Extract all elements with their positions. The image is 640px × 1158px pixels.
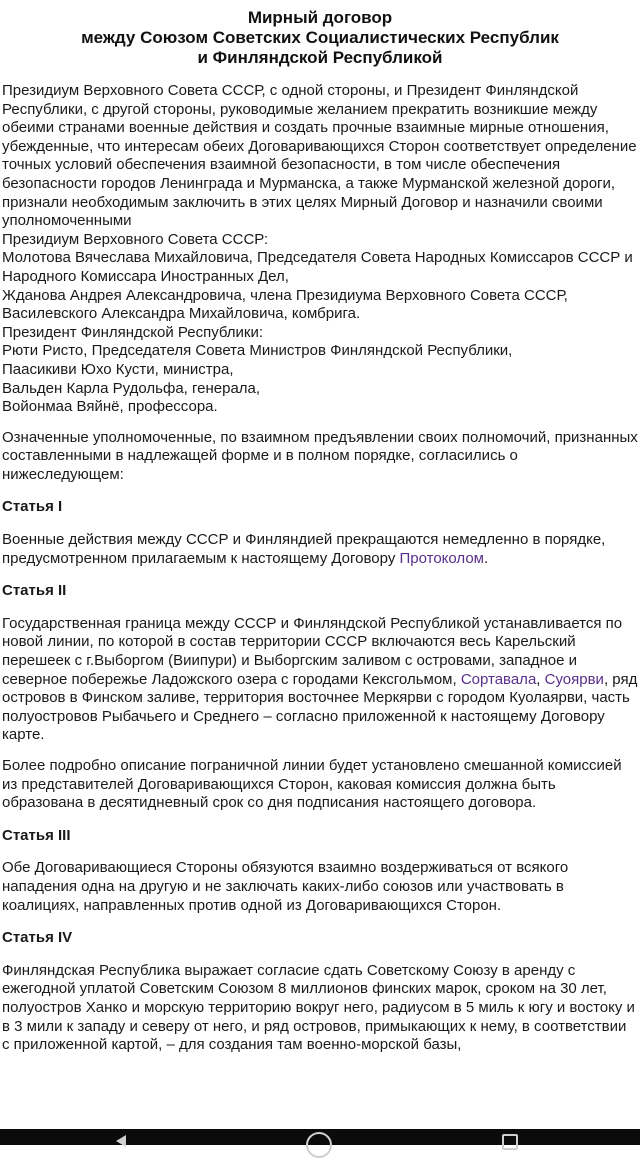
system-navigation-bar [0,1129,640,1145]
ussr-delegate-vasilevsky: Василевского Александра Михайловича, комбрига. [2,305,361,323]
article-3-text: Обе Договаривающиеся Стороны обязуются взаимно воздерживаться от всякого нападения одна на другую и не заключать каких-либо союзов или участвовать в коалициях, направленных против одной из Договаривающихся Сторон. [2,859,569,914]
preamble-intro: Президиум Верховного Совета СССР, с одной стороны, и Президент Финляндской Республики, с другой стороны, руководимые желанием прекратить возникшие между обеими странами военные действия и создать прочные взаимные мирные отношения, убежденные, что интересам обеих Договаривающихся Сторон соответствует определение точных условий обеспечения взаимной безопасности, в том числе обеспечения безопасности городов Ленинграда и Мурманска, а также Мурманской железной дороги, признали необходимым заключить в этих целях Мирный Договор и назначили своими уполномоченными [2,82,637,230]
agreement-paragraph: Означенные уполномоченные, по взаимном предъявлении своих полномочий, признанных составленными в надлежащей форме и в полном порядке, согласились о нижеследующем: [2,428,638,483]
article-3-heading: Статья III [2,826,71,844]
back-icon[interactable] [116,1135,126,1147]
ussr-delegate-molotov: Молотова Вячеслава Михайловича, Председателя Совета Народных Комиссаров СССР и Народного Комиссара Иностранных Дел, [2,249,633,285]
ussr-delegate-zhdanov: Жданова Андрея Александровича, члена Президиума Верховного Совета СССР, [2,286,568,304]
protocol-link[interactable]: Протоколом [399,549,484,567]
home-icon[interactable] [306,1132,332,1158]
article-2-tail: , ряд островов в Финском заливе, территория восточнее Меркярви с городом Куолаярви, часть полуостровов Рыбачьего и Среднего – согласно приложенной к настоящему Договору карте. [2,670,638,744]
title-line-1: Мирный договор [247,8,393,27]
finland-delegate-voionmaa: Войонмаа Вяйнё, профессора. [2,398,218,416]
article-1-heading: Статья I [2,498,63,516]
article-2-paragraph-2: Более подробно описание пограничной линии будет установлено смешанной комиссией из представителей Договаривающихся Сторон, каковая комиссия должна быть образована в десятидневный срок со дня подписания настоящего договора. [2,757,622,812]
article-2-body: Государственная граница между СССР и Финляндской Республикой устанавливается по новой линии, по которой в состав территории СССР включаются весь Карельский перешеек с г.Выборгом (Виипури) и Выборгским заливом с островами, западное и северное побережье Ладожского озера с городами Кексгольмом, [2,614,623,688]
article-2-text [2,615,638,745]
article-2-separator: , [536,670,545,688]
document-title [2,8,638,68]
article-4-text: Финляндская Республика выражает согласие сдать Советскому Союзу в аренду с ежегодной уплатой Советским Союзом 8 миллионов финских марок, сроком на 30 лет, полуостров Ханко и морскую территорию вокруг него, радиусом в 5 миль к югу и востоку и в 3 мили к западу и северу от него, и ряд островов, примыкающих к нему, в соответствии с приложенной картой, – для создания там военно-морской базы, [2,961,635,1054]
recents-icon[interactable] [502,1134,518,1150]
finland-delegate-ryti: Рюти Ристо, Председателя Совета Министров Финляндской Республики, [2,342,513,360]
title-line-3: и Финляндской Республикой [197,48,443,67]
title-line-2: между Союзом Советских Социалистических Республик [81,28,559,47]
article-4-heading: Статья IV [2,929,73,947]
article-1-tail: . [484,549,489,567]
article-1-text [2,531,638,568]
article-1-body: Военные действия между СССР и Финляндией прекращаются немедленно в порядке, предусмотренном прилагаемым к настоящему Договору [2,531,606,567]
article-2-heading: Статья II [2,582,67,600]
finland-delegate-paasikivi: Паасикиви Юхо Кусти, министра, [2,360,234,378]
suoyarvi-link[interactable]: Суоярви [544,670,604,688]
ussr-delegation-heading: Президиум Верховного Совета СССР: [2,230,269,248]
finland-delegation-heading: Президент Финляндской Республики: [2,323,264,341]
finland-delegate-walden: Вальден Карла Рудольфа, генерала, [2,379,261,397]
sortavala-link[interactable]: Сортавала [460,670,537,688]
